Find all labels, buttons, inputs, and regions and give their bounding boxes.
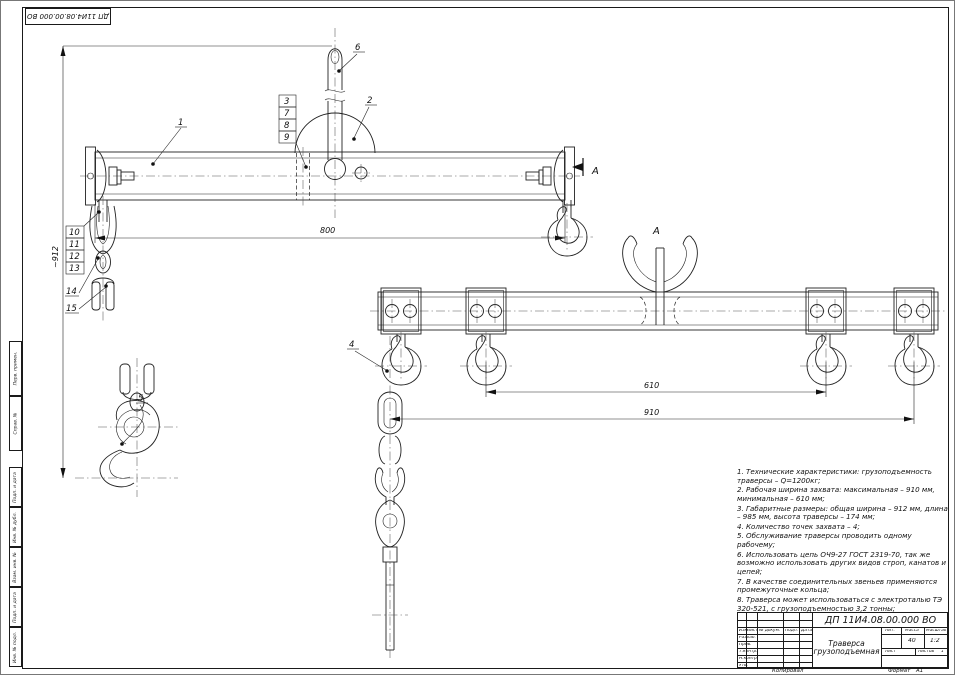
view-a-label: А: [653, 226, 660, 237]
format-value: А1: [916, 668, 924, 674]
balloon-13: 13: [69, 264, 80, 274]
dim-910: [390, 362, 914, 424]
format-label: Формат: [888, 668, 911, 674]
margin-stamp-label: Инв. № дубл.: [13, 511, 19, 543]
section-arrow-label: А: [592, 166, 599, 177]
balloon-1: 1: [178, 118, 184, 128]
note-line: 8. Траверса может использоваться с электроталью ТЭ 320-521, с грузоподъемностью 3,2 тонны;: [737, 594, 943, 613]
balloon-6: 6: [355, 43, 361, 53]
tb-mass-label: Масса: [905, 629, 919, 633]
balloon-9: 9: [284, 133, 290, 143]
tb-row-label: Пров.: [739, 643, 752, 647]
tb-header-doc: № докум.: [759, 629, 781, 633]
tb-row-label: Утв.: [739, 664, 749, 668]
dim-610: [486, 362, 826, 397]
balloon-14: 14: [66, 287, 77, 297]
balloon-11: 11: [69, 240, 80, 250]
tb-mass-value: 40: [908, 638, 916, 644]
tb-header-izm: Изм.: [739, 629, 750, 633]
balloon-12: 12: [69, 252, 80, 262]
corner-designation-stamp: ДП 11И4.08.00.000 ВО: [25, 8, 111, 25]
note-line: 4. Количество точек захвата – 4;: [737, 521, 860, 531]
balloon-15: 15: [66, 304, 77, 314]
margin-stamp-label: Подп. и дата: [13, 591, 18, 623]
note-line: 1. Технические характеристики: грузоподъемность траверсы – Q=1200кг;: [737, 467, 932, 485]
tb-sheets-value: 1: [941, 650, 944, 654]
balloon-8: 8: [284, 121, 290, 131]
tb-row-label: Разраб.: [739, 636, 756, 640]
copied-label: Копировал: [772, 668, 804, 674]
note-line: 2. Рабочая ширина захвата: максимальная – 910 мм, минимальная – 610 мм;: [737, 485, 935, 503]
load-hook: [375, 332, 427, 385]
dim-912: [51, 46, 332, 478]
tb-header-sign: Подп.: [785, 629, 799, 633]
left-shackle-assembly: [90, 196, 116, 322]
tb-header-list: Лист: [747, 629, 758, 633]
beam-end-hook: [541, 203, 593, 256]
plan-view: [370, 226, 946, 658]
hook-detail: [75, 358, 180, 497]
margin-stamp-label: Перв. примен.: [13, 351, 18, 386]
ibeam-section: [623, 236, 698, 325]
balloons: [65, 43, 389, 446]
dim-912-text: ~912: [51, 246, 60, 268]
section-arrow: [572, 158, 583, 176]
balloon-2: 2: [367, 96, 373, 106]
note-line: 3. Габаритные размеры: общая ширина – 912 мм, длина – 985 мм, высота траверсы – 174 мм;: [737, 503, 948, 522]
tb-part-name: Траверса грузоподъемная: [813, 638, 880, 656]
tb-sheets-label: Листов: [918, 650, 935, 654]
note-line: 6. Использовать цепь ОЧ9-27 ГОСТ 2319-70, так же возможно использовать других видов строп, канатов и цепей;: [737, 549, 947, 577]
tb-scale-label: Масштаб: [926, 629, 947, 633]
note-line: 7. В качестве соединительных звеньев применяются промежуточные кольца;: [737, 576, 938, 595]
tb-row-label: Н.контр.: [739, 657, 759, 661]
margin-stamp-label: Взам. инв. №: [13, 551, 18, 583]
suspension-lug: [295, 113, 375, 206]
note-line: 5. Обслуживание траверсы проводить одному рабочему;: [737, 531, 912, 550]
balloon-4: 4: [349, 340, 355, 350]
dim-800: [95, 204, 565, 243]
tb-scale-value: 1:2: [930, 638, 940, 644]
dimensions: [51, 46, 914, 478]
tb-sheet-label: Лист: [885, 650, 896, 654]
tb-row-label: Т.контр.: [739, 650, 758, 654]
chain-assembly: [372, 336, 408, 658]
dim-910-text: 910: [644, 408, 660, 417]
tb-designation: ДП 11И4.08.00.000 ВО: [824, 614, 937, 626]
margin-stamp-label: Инв. № подл.: [13, 631, 19, 663]
dim-800-text: 800: [320, 226, 336, 235]
dim-610-text: 610: [644, 381, 660, 390]
balloon-5: 5: [138, 394, 144, 404]
balloon-7: 7: [284, 109, 290, 119]
tb-lit-label: Лит.: [885, 629, 895, 633]
tb-header-date: Дата: [801, 629, 813, 633]
margin-stamp-label: Подп. и дата: [13, 471, 18, 503]
margin-stamp-label: Справ. №: [13, 412, 18, 435]
balloon-10: 10: [69, 228, 80, 238]
balloon-3: 3: [284, 97, 290, 107]
